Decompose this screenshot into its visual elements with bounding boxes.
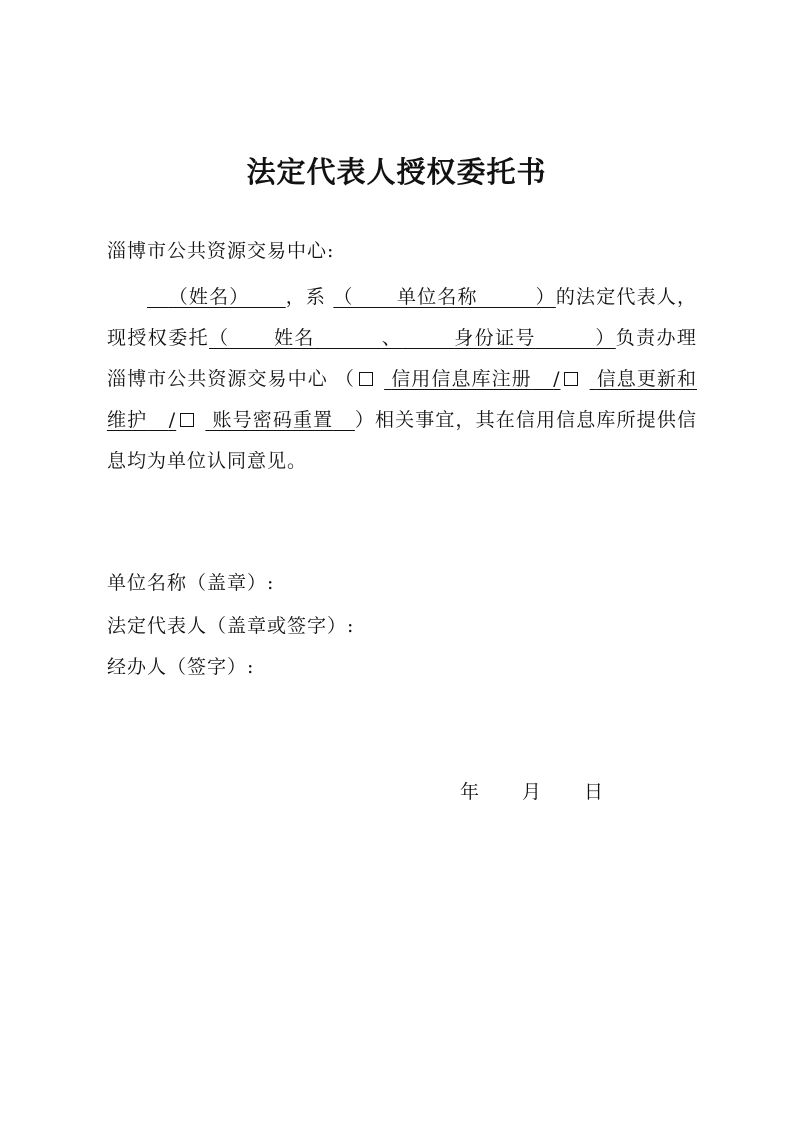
option-update: 信息更新和维护 /	[107, 368, 698, 431]
agent-signature-line: 经办人（签字）:	[107, 656, 255, 678]
legal-rep-signature-line: 法定代表人（盖章或签字）:	[107, 615, 355, 637]
document-title: 法定代表人授权委托书	[246, 155, 547, 189]
checkbox-update[interactable]	[564, 372, 578, 386]
closing-text: 相关事宜，其在信用信息库所提供信息均为单位认同意见。	[107, 409, 697, 472]
agent-id-label: 身份证号	[454, 327, 536, 349]
body-paragraph: （姓名） ，系 （ 单位名称 ）的法定代表人，现授权委托（ 姓名 、 身份证号 ）负责办理淄博市公共资源交易中心 （ 信用信息库注册 / 信息更新和维护 / 账号密码重置 ）相关事宜，其在信用信息库所提供信息均为单位认同意见。	[107, 286, 698, 472]
unit-name-blank-field[interactable]: （ 单位名称 ）	[333, 286, 556, 308]
handle-text: 负责办理淄博市公共资源交易中心	[107, 327, 697, 390]
option-registration: 信用信息库注册 /	[391, 368, 561, 390]
checkbox-registration[interactable]	[359, 372, 373, 386]
date-month: 月	[522, 781, 542, 803]
agent-name-label: 姓名	[274, 327, 315, 349]
checkbox-password-reset[interactable]	[180, 413, 194, 427]
agent-blank-field[interactable]: （ 姓名 、 身份证号 ）	[209, 327, 616, 349]
date-day: 日	[584, 781, 604, 803]
org-seal-line: 单位名称（盖章）:	[107, 572, 275, 594]
name-blank-field[interactable]: （姓名）	[168, 286, 250, 308]
option-password-reset: 账号密码重置	[212, 409, 334, 431]
salutation: 淄博市公共资源交易中心:	[107, 240, 335, 262]
legal-rep-text: 的法定代表人，现授权委托	[107, 286, 698, 349]
separator-text: ，系	[285, 286, 327, 308]
date-year: 年	[460, 781, 480, 803]
